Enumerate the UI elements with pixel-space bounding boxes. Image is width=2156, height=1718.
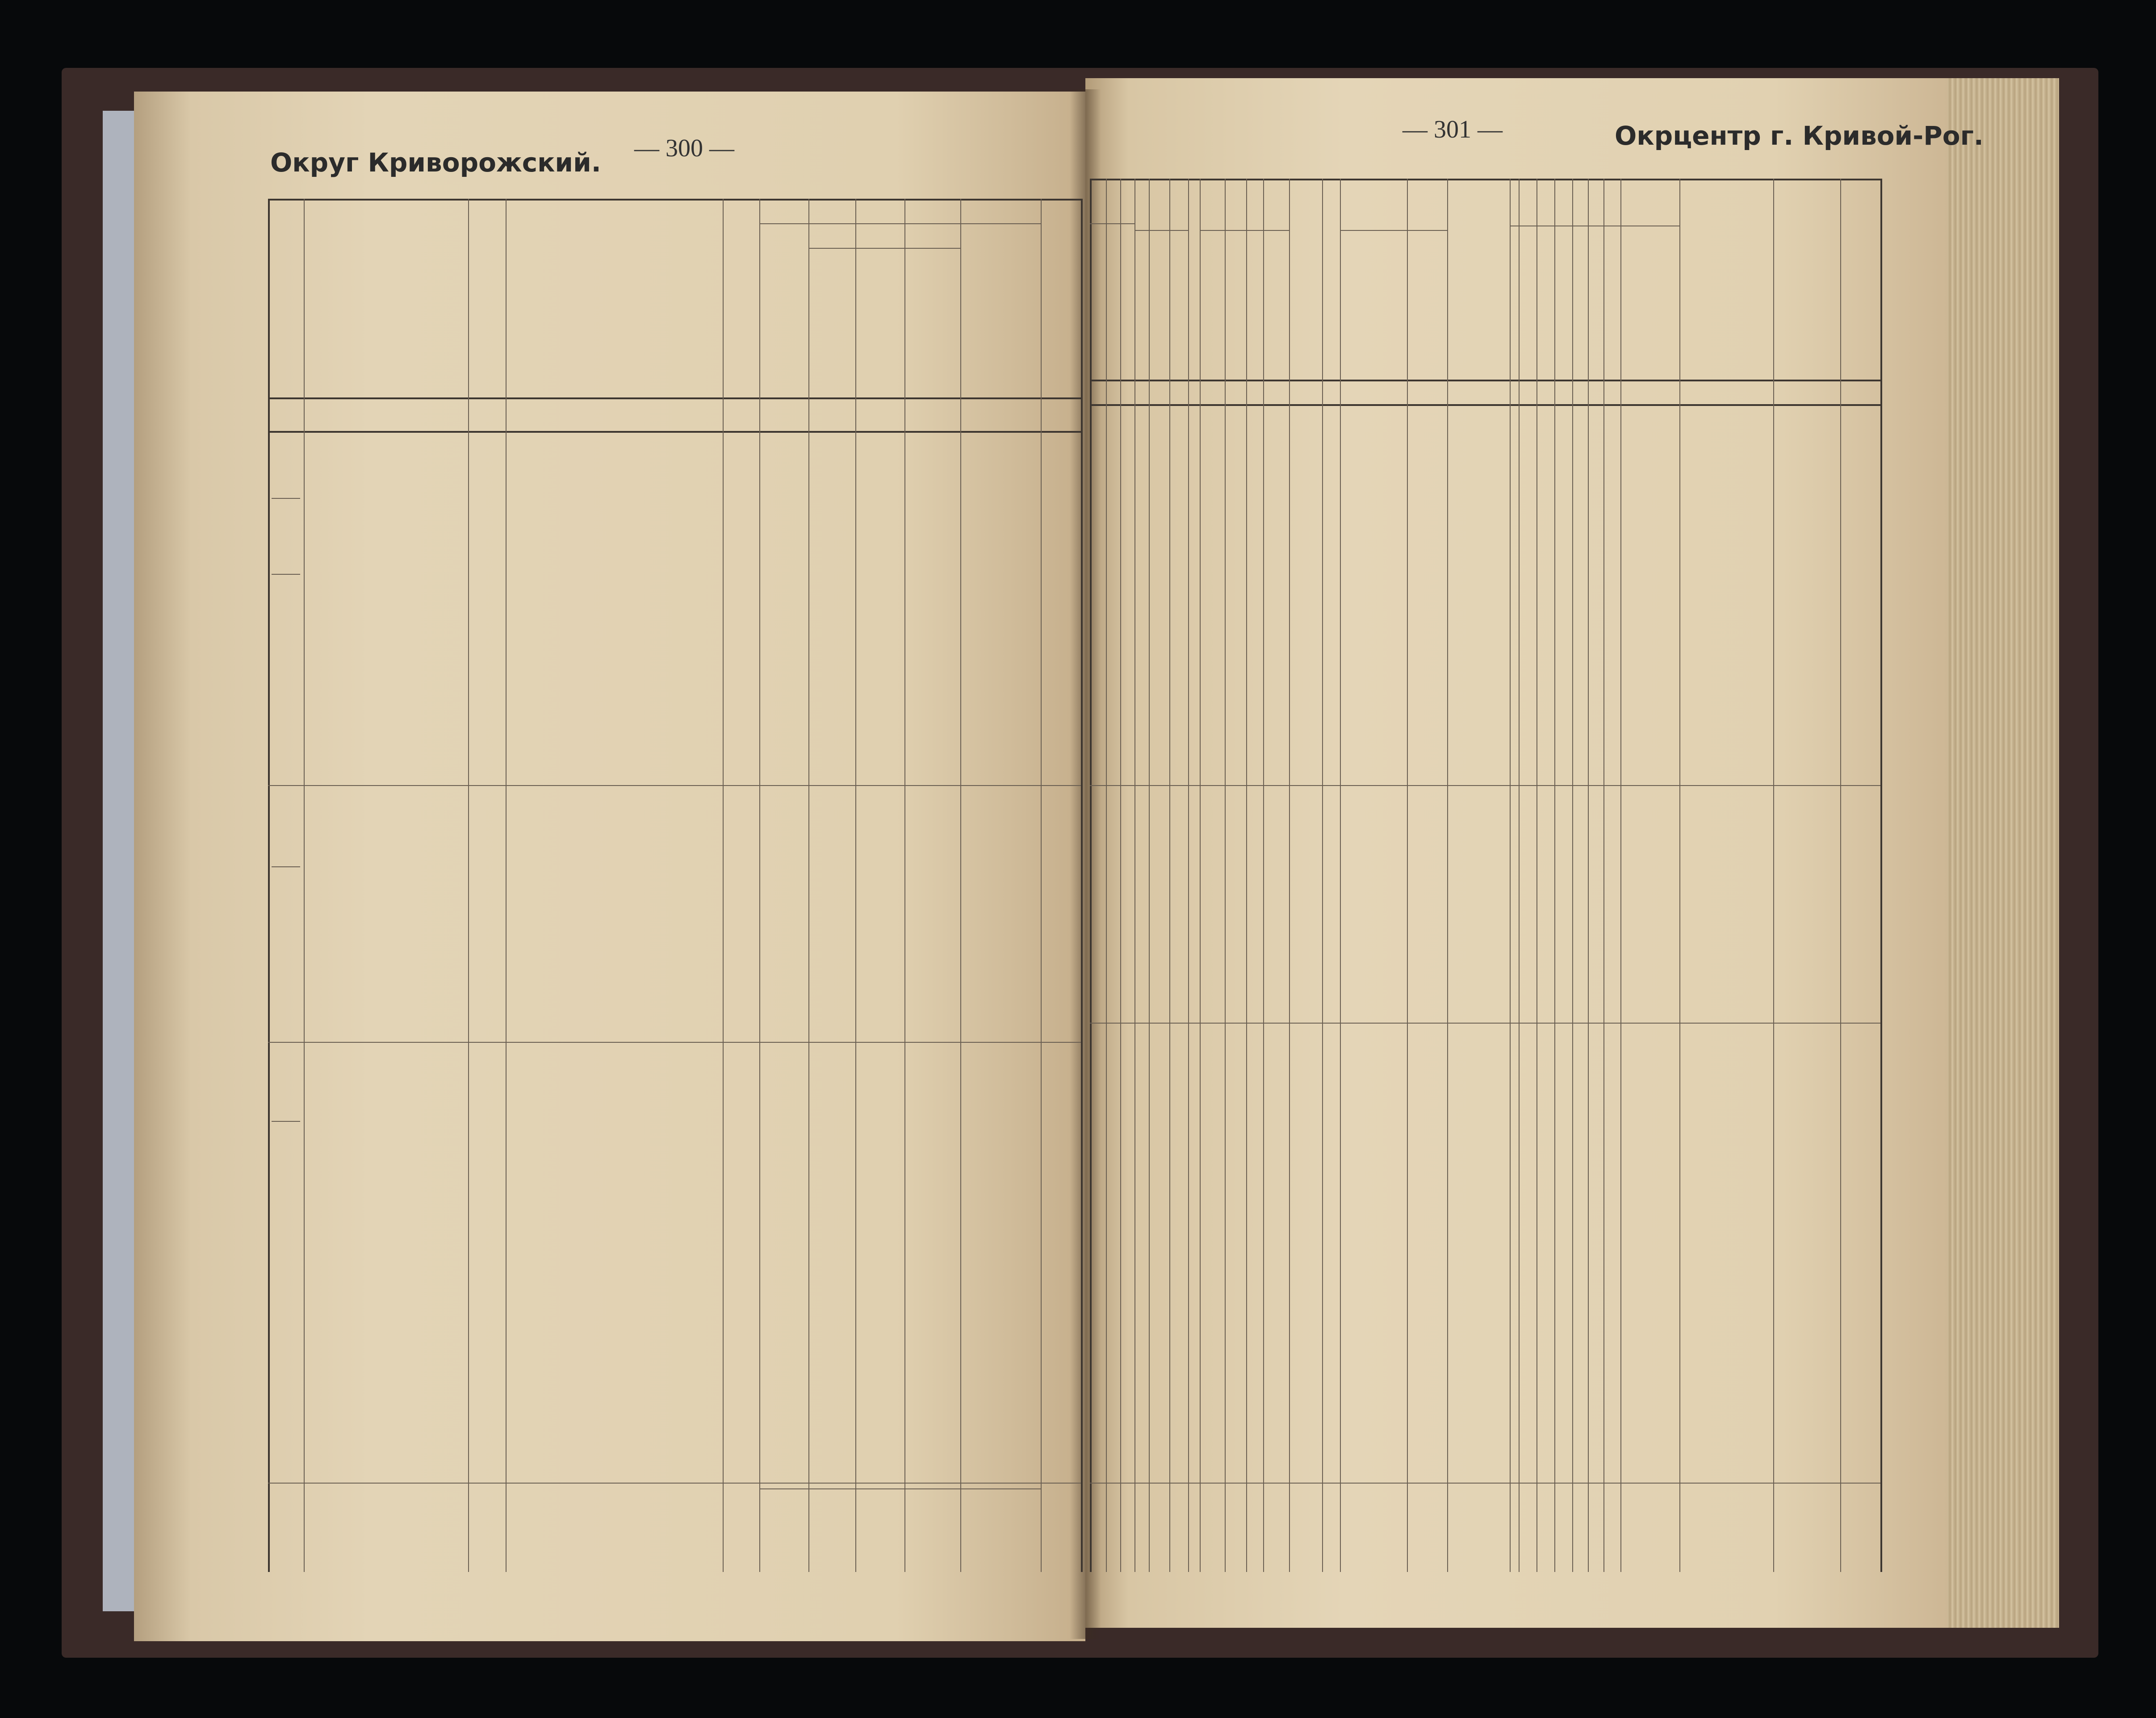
right-col-header-c19 bbox=[1226, 232, 1245, 375]
right-col-header-c22 bbox=[1290, 188, 1321, 375]
right-col-divider bbox=[1225, 179, 1226, 1572]
right-col-divider bbox=[1263, 179, 1264, 1572]
left-col-divider bbox=[1041, 199, 1042, 1572]
right-col-divider bbox=[1090, 179, 1092, 1572]
left-col-divider bbox=[468, 199, 469, 1572]
right-col-divider bbox=[1572, 179, 1573, 1572]
right-colnum-bottom-rule bbox=[1090, 404, 1880, 406]
right-col-divider bbox=[1447, 179, 1448, 1572]
right-col-header-c15 bbox=[1135, 232, 1148, 375]
group-rule bbox=[1246, 230, 1289, 231]
right-col-divider bbox=[1679, 179, 1680, 1572]
left-col-header-c5 bbox=[724, 203, 758, 392]
naselenia-rule bbox=[808, 248, 960, 249]
soviet-id-fraction-line bbox=[272, 1121, 300, 1122]
right-col-divider bbox=[1106, 179, 1107, 1572]
right-col-divider bbox=[1289, 179, 1290, 1572]
right-col-divider bbox=[1340, 179, 1341, 1572]
left-col-header-c9 bbox=[906, 252, 959, 392]
right-col-divider bbox=[1188, 179, 1189, 1572]
left-col-divider bbox=[808, 199, 809, 1572]
section-separator bbox=[268, 1042, 1081, 1043]
left-col-divider bbox=[904, 199, 905, 1572]
right-col-header-c35 bbox=[1841, 188, 1880, 375]
right-page-number: — 301 — bbox=[1402, 116, 1503, 143]
left-col-header-c6 bbox=[761, 228, 807, 392]
right-col-header-c30 bbox=[1589, 228, 1603, 375]
right-col-header-c18 bbox=[1201, 232, 1224, 375]
right-col-divider bbox=[1603, 179, 1604, 1572]
right-col-header-c20 bbox=[1247, 232, 1262, 375]
group-rule bbox=[1340, 230, 1447, 231]
right-col-header-c23 bbox=[1341, 232, 1406, 375]
right-page-header: Окрцентр г. Кривой-Рог. bbox=[1615, 121, 1984, 151]
left-col-header-c7 bbox=[810, 252, 854, 392]
right-col-divider bbox=[1620, 179, 1621, 1572]
left-col-divider bbox=[759, 199, 760, 1572]
page-block-right-edge bbox=[1947, 78, 2059, 1628]
right-col-header-c29 bbox=[1573, 228, 1587, 375]
left-col-header-c1 bbox=[270, 203, 302, 392]
section-separator bbox=[1090, 1023, 1880, 1024]
right-col-divider bbox=[1519, 179, 1520, 1572]
group-rule bbox=[1135, 230, 1188, 231]
left-col-header-c8 bbox=[857, 252, 903, 392]
left-col-divider bbox=[855, 199, 856, 1572]
right-col-header-c27 bbox=[1537, 228, 1553, 375]
right-col-divider bbox=[1880, 179, 1882, 1572]
right-col-divider bbox=[1149, 179, 1150, 1572]
right-col-header-c28 bbox=[1555, 228, 1571, 375]
left-col-header-c10 bbox=[962, 228, 1039, 392]
right-col-divider bbox=[1407, 179, 1408, 1572]
left-col-divider bbox=[1081, 199, 1083, 1572]
right-col-divider bbox=[1773, 179, 1774, 1572]
right-col-divider bbox=[1554, 179, 1555, 1572]
right-col-divider bbox=[1588, 179, 1589, 1572]
right-col-header-c32 bbox=[1621, 228, 1679, 375]
group-rule bbox=[1090, 223, 1135, 224]
section-separator bbox=[1090, 785, 1880, 786]
right-col-header-c12 bbox=[1091, 226, 1105, 375]
left-col-divider bbox=[304, 199, 305, 1572]
right-col-header-c21 bbox=[1264, 232, 1288, 375]
right-col-divider bbox=[1510, 179, 1511, 1572]
right-col-header-c26 bbox=[1520, 268, 1536, 375]
right-col-header-c13 bbox=[1107, 226, 1119, 375]
left-table-top-border bbox=[268, 199, 1081, 201]
right-col-header-c34 bbox=[1774, 188, 1839, 375]
right-col-header-c25 bbox=[1511, 268, 1518, 375]
right-col-divider bbox=[1536, 179, 1537, 1572]
right-col-divider bbox=[1322, 179, 1323, 1572]
right-col-header-c14 bbox=[1121, 226, 1134, 375]
left-col-divider bbox=[723, 199, 724, 1572]
right-table-top-border bbox=[1090, 179, 1880, 180]
left-page-header: Округ Криворожский. bbox=[270, 147, 601, 178]
right-col-header-c33 bbox=[1680, 188, 1772, 375]
left-col-divider bbox=[506, 199, 507, 1572]
left-col-divider bbox=[268, 199, 270, 1572]
left-col-header-c3 bbox=[470, 203, 504, 392]
section-separator bbox=[1090, 1483, 1880, 1484]
right-col-divider bbox=[1120, 179, 1121, 1572]
left-col-header-c11 bbox=[1042, 203, 1079, 392]
right-col-header-c16 bbox=[1150, 232, 1168, 375]
group-rule bbox=[1200, 230, 1246, 231]
subtotal-rule bbox=[759, 1488, 1041, 1489]
left-page-number: — 300 — bbox=[634, 134, 734, 162]
soviet-id-fraction-line bbox=[272, 498, 300, 499]
right-col-divider bbox=[1840, 179, 1841, 1572]
right-col-divider bbox=[1246, 179, 1247, 1572]
right-col-divider bbox=[1200, 179, 1201, 1572]
right-header-bottom-rule bbox=[1090, 380, 1880, 381]
left-col-divider bbox=[960, 199, 961, 1572]
left-colnum-bottom-rule bbox=[268, 431, 1081, 433]
right-col-header-c24 bbox=[1408, 232, 1446, 375]
kolichestvo-rule bbox=[759, 223, 1041, 224]
left-header-bottom-rule bbox=[268, 397, 1081, 399]
soviet-id-fraction-line bbox=[272, 866, 300, 867]
section-separator bbox=[268, 785, 1081, 786]
section-separator bbox=[268, 1483, 1081, 1484]
soviet-id-fraction-line bbox=[272, 574, 300, 575]
right-col-header-c31 bbox=[1604, 228, 1620, 375]
right-col-divider bbox=[1169, 179, 1170, 1572]
